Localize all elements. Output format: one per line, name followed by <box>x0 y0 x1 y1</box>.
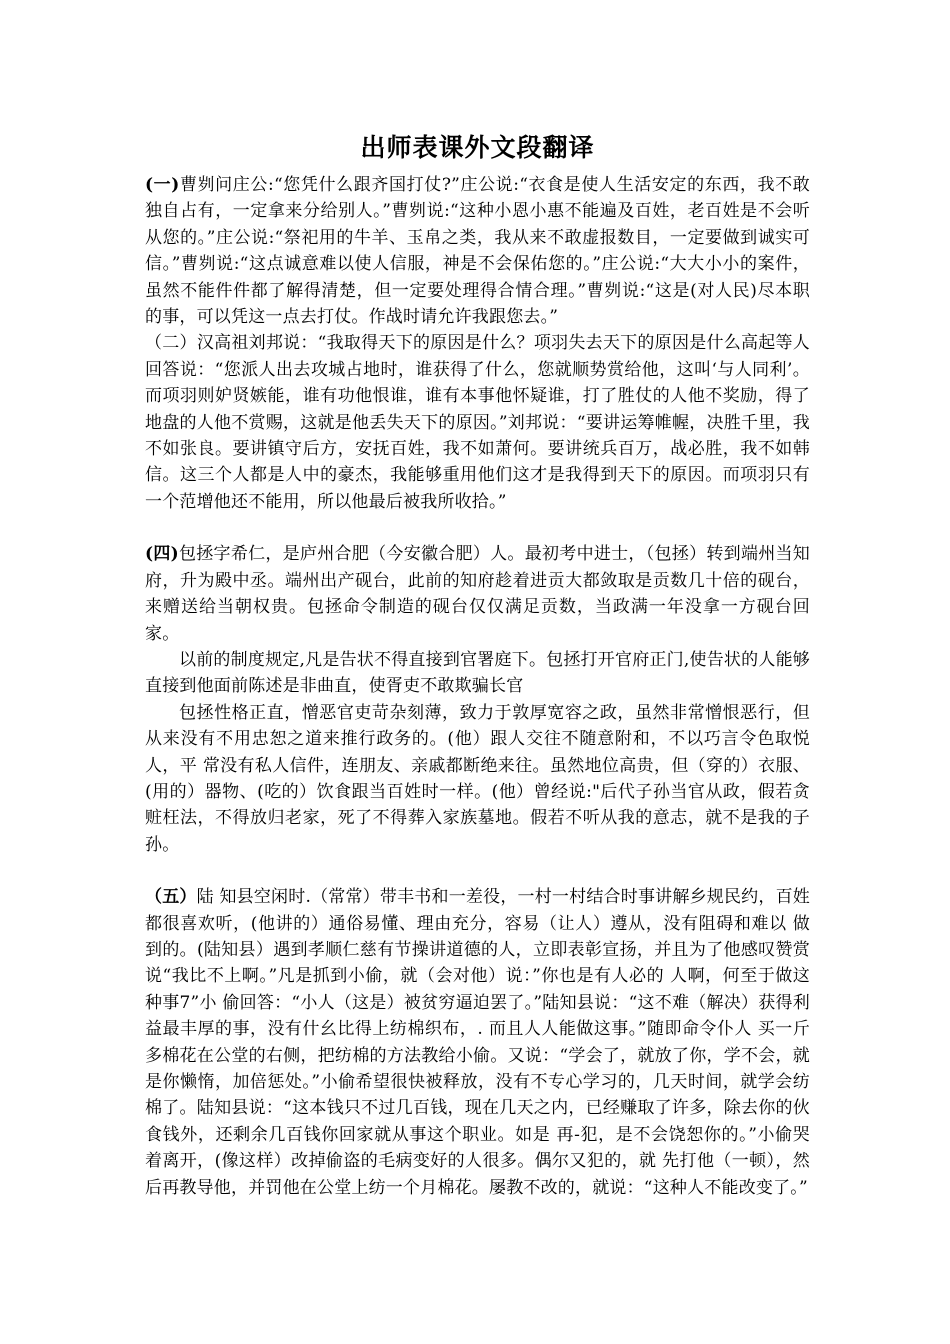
section-5-paragraph-1 <box>145 884 810 1201</box>
section-4-paragraph-3: 包拯性格正直，憎恶官吏苛杂刻薄，致力于敦厚宽容之政，虽然非常憎恨恶行，但从来没有不用忠恕之道来推行政务的。(他）跟人交往不随意附和，不以巧言令色取悦人，平 常没有私人信件，连朋友、亲戚都断绝来往。虽然地位高贵，但（穿的）衣服、(用的）器物、(吃的）饮食跟当百姓时一样。(他）曾经说:"后代子孙当官从政，假若贪赃枉法，不得放归老家，死了不得葬入家族墓地。假若不听从我的意志，就不是我的子孙。 <box>145 702 810 855</box>
document-title: 出师表课外文段翻译 <box>360 133 595 162</box>
section-5-marker: （五） <box>145 887 197 908</box>
section-1-marker: (一) <box>145 175 180 195</box>
section-2-marker: （二） <box>145 333 197 354</box>
section-gap <box>145 515 810 541</box>
section-5-text: 陆 知县空闲时.（常常）带丰书和一差役，一村一村结合时事讲解乡规民约，百姓都很喜欢听，(他讲的）通俗易懂、理由充分，容易（让人）遵从，没有阻碍和难以 做到的。(陆知县）遇到孝顺仁慈有节操讲道德的人，立即表彰宣扬，并且为了他感叹赞赏说“我比不上啊。”凡是抓到小偷，就（会对他）说：”你也是有人必的 人啊，何至于做这种事7”小 偷回答：“小人（这是）被贫穷逼迫罢了。”陆知县说：“这不难（解决）获得利益最丰厚的事，没有什幺比得上纺棉织布，. 而且人人能做这事。”随即命令仆人 买一斤多棉花在公堂的右侧，把纺棉的方法教给小偷。又说：“学会了，就放了你，学不会，就是你懒惰，加倍惩处。”小偷希望很快被释放，没有不专心学习的，几天时间，就学会纺棉了。陆知县说：“这本钱只不过几百钱，现在几天之内，已经赚取了许多，除去你的伙食钱外，还剩余几百钱你回家就从事这个职业。如是 再-犯，是不会饶恕你的。”小偷哭着离开，(像这样）改掉偷盗的毛病变好的人很多。偶尔又犯的，就 先打他（一顿），然后再教导他，并罚他在公堂上纺一个月棉花。屡教不改的，就说：“这种人不能改变了。” <box>145 887 810 1198</box>
section-4-paragraph-2: 以前的制度规定,凡是告状不得直接到官署庭下。包拯打开官府正门,使告状的人能够直接到他面前陈述是非曲直，使胥吏不敢欺骗长官 <box>145 649 810 697</box>
section-4-marker: (四) <box>145 544 179 565</box>
section-4-paragraph-1 <box>145 541 810 647</box>
section-2-paragraph-1 <box>145 330 810 515</box>
section-4-text-1: 包拯字希仁，是庐州合肥（今安徽合肥）人。最初考中进士，（包拯）转到端州当知府，升为殿中丞。端州出产砚台，此前的知府趁着进贡大都敛取是贡数几十倍的砚台，来赠送给当朝权贵。包拯命令制造的砚台仅仅满足贡数，当政满一年没拿一方砚台回家。 <box>145 544 811 644</box>
section-1-paragraph-1 <box>145 172 810 330</box>
section-gap <box>145 858 810 884</box>
section-1-text: 曹刿问庄公:“您凭什么跟齐国打仗?”庄公说:“衣食是使人生活安定的东西，我不敢独自占有，一定拿来分给别人。”曹刿说:“这种小恩小惠不能遍及百姓，老百姓是不会听从您的。”庄公说:“祭祀用的牛羊、玉帛之类，我从来不敢虚报数目，一定要做到诚实可信。”曹刿说:“这点诚意难以使人信服，神是不会保佑您的。”庄公说:“大大小小的案件，虽然不能件件都了解得清楚，但一定要处理得合情合理。”曹刿说:“这是(对人民)尽本职的事，可以凭这一点去打仗。作战时请允许我跟您去。” <box>145 175 810 328</box>
document-page <box>145 130 810 1201</box>
section-2-text: 汉高祖刘邦说：“我取得天下的原因是什么？项羽失去天下的原因是什么高起等人回答说：“您派人出去攻城占地时，谁获得了什么，您就顺势赏给他，这叫‘与人同利’。而项羽则妒贤嫉能，谁有功他恨谁，谁有本事他怀疑谁，打了胜仗的人他不奖励，得了地盘的人他不赏赐，这就是他丢失天下的原因。”刘邦说：“要讲运筹帷幄，决胜千里，我不如张良。要讲镇守后方，安抚百姓，我不如萧何。要讲统兵百万，战必胜，我不如韩信。这三个人都是人中的豪杰，我能够重用他们这才是我得到天下的原因。而项羽只有一个范增他还不能用，所以他最后被我所收拾。” <box>145 333 811 512</box>
